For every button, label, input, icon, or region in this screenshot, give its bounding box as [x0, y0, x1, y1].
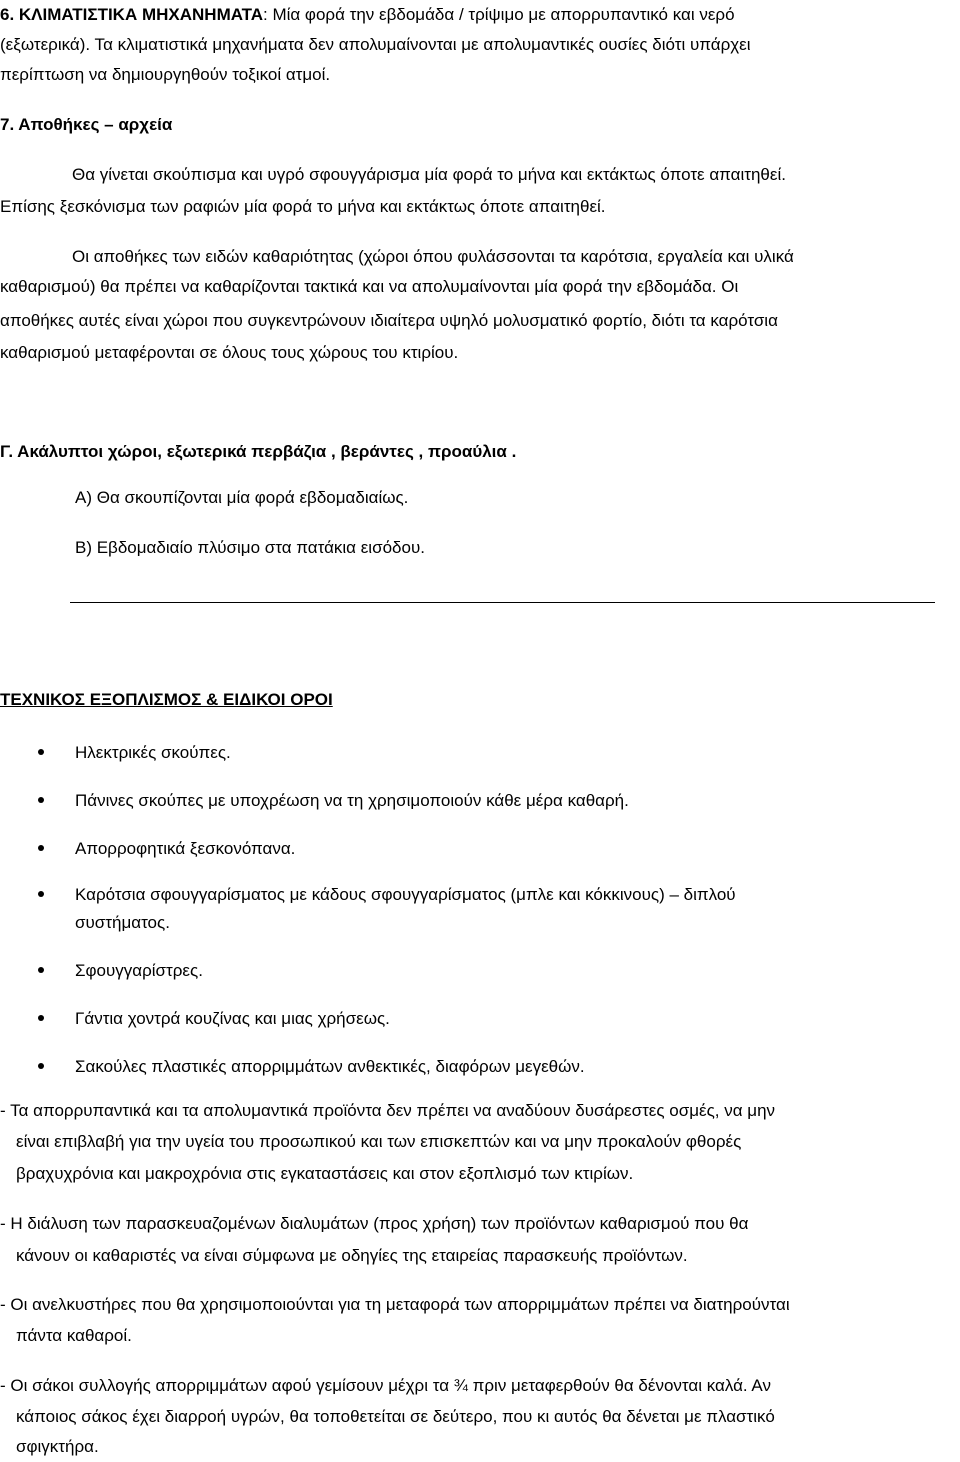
note1-line1: - Τα απορρυπαντικά και τα απολυμαντικά προϊόντα δεν πρέπει να αναδύουν δυσάρεστες οσμές, να μην [0, 1101, 776, 1120]
section7-p2-line3: αποθήκες αυτές είναι χώροι που συγκεντρώνουν ιδιαίτερα υψηλό μολυσματικό φορτίο, διότι τα καρότσια [0, 311, 778, 330]
section6-line3: περίπτωση να δημιουργηθούν τοξικοί ατμοί. [0, 65, 331, 84]
note1-line2: είναι επιβλαβή για την υγεία του προσωπικού και των επισκεπτών και να μην προκαλούν φθορές [16, 1132, 742, 1151]
note1-line3: βραχυχρόνια και μακροχρόνια στις εγκαταστάσεις και στον εξοπλισμό των κτιρίων. [16, 1164, 634, 1183]
bullet-icon [38, 891, 44, 897]
note4-line3: σφιγκτήρα. [16, 1437, 99, 1456]
bullet-icon [38, 1015, 44, 1021]
note3-line1: - Οι ανελκυστήρες που θα χρησιμοποιούνται για τη μεταφορά των απορριμμάτων πρέπει να διατηρούνται [0, 1295, 790, 1314]
equipment-item: Ηλεκτρικές σκούπες. [75, 743, 231, 762]
bullet-icon [38, 967, 44, 973]
section7-p2-line2: καθαρισμού) θα πρέπει να καθαρίζονται τακτικά και να απολυμαίνονται μία φορά την εβδομάδα. Οι [0, 277, 739, 296]
section6-line1 [0, 0, 735, 30]
note2-line1: - Η διάλυση των παρασκευαζομένων διαλυμάτων (προς χρήση) των προϊόντων καθαρισμού που θα [0, 1214, 749, 1233]
bullet-icon [38, 797, 44, 803]
equipment-title: ΤΕΧΝΙΚΟΣ ΕΞΟΠΛΙΣΜΟΣ & ΕΙΔΙΚΟΙ ΟΡΟΙ [0, 690, 333, 709]
equipment-item: Απορροφητικά ξεσκονόπανα. [75, 839, 296, 858]
equipment-item: Σακούλες πλαστικές απορριμμάτων ανθεκτικές, διαφόρων μεγεθών. [75, 1057, 585, 1076]
equipment-item: Γάντια χοντρά κουζίνας και μιας χρήσεως. [75, 1009, 390, 1028]
sectionG-item-a: Α) Θα σκουπίζονται μία φορά εβδομαδιαίως. [75, 488, 409, 507]
equipment-item: Καρότσια σφουγγαρίσματος με κάδους σφουγγαρίσματος (μπλε και κόκκινους) – διπλού [75, 885, 736, 904]
note4-line2: κάποιος σάκος έχει διαρροή υγρών, θα τοποθετείται σε δεύτερο, που κι αυτός θα δένεται με πλαστικό [16, 1407, 775, 1426]
bullet-icon [38, 1063, 44, 1069]
section7-p2-line1: Οι αποθήκες των ειδών καθαριότητας (χώροι όπου φυλάσσονται τα καρότσια, εργαλεία και υλικά [72, 247, 794, 266]
section6-line2: (εξωτερικά). Τα κλιματιστικά μηχανήματα δεν απολυμαίνονται με απολυμαντικές ουσίες διότι υπάρχει [0, 35, 751, 54]
section7-p1-line2: Επίσης ξεσκόνισμα των ραφιών μία φορά το μήνα και εκτάκτως όποτε απαιτηθεί. [0, 197, 606, 216]
note3-line2: πάντα καθαροί. [16, 1326, 132, 1345]
sectionG-item-b: Β) Εβδομαδιαίο πλύσιμο στα πατάκια εισόδου. [75, 538, 425, 557]
horizontal-divider [70, 602, 935, 603]
bullet-icon [38, 845, 44, 851]
equipment-item: Σφουγγαρίστρες. [75, 961, 203, 980]
section6-text: : Μία φορά την εβδομάδα / τρίψιμο με απορρυπαντικό και νερό [263, 5, 735, 24]
section6-label: 6. ΚΛΙΜΑΤΙΣΤΙΚΑ ΜΗΧΑΝΗΜΑΤΑ [0, 5, 263, 24]
note2-line2: κάνουν οι καθαριστές να είναι σύμφωνα με οδηγίες της εταιρείας παρασκευής προϊόντων. [16, 1246, 688, 1265]
equipment-item: Πάνινες σκούπες με υποχρέωση να τη χρησιμοποιούν κάθε μέρα καθαρή. [75, 791, 629, 810]
equipment-item-cont: συστήματος. [75, 913, 170, 932]
section7-p1-line1: Θα γίνεται σκούπισμα και υγρό σφουγγάρισμα μία φορά το μήνα και εκτάκτως όποτε απαιτηθεί. [72, 165, 786, 184]
bullet-icon [38, 749, 44, 755]
sectionG-title: Γ. Ακάλυπτοι χώροι, εξωτερικά περβάζια , βεράντες , προαύλια . [0, 442, 517, 461]
section7-p2-line4: καθαρισμού μεταφέρονται σε όλους τους χώρους του κτιρίου. [0, 343, 459, 362]
section7-title: 7. Αποθήκες – αρχεία [0, 115, 173, 134]
note4-line1: - Οι σάκοι συλλογής απορριμμάτων αφού γεμίσουν μέχρι τα ¾ πριν μεταφερθούν θα δένονται καλά. Αν [0, 1376, 771, 1395]
